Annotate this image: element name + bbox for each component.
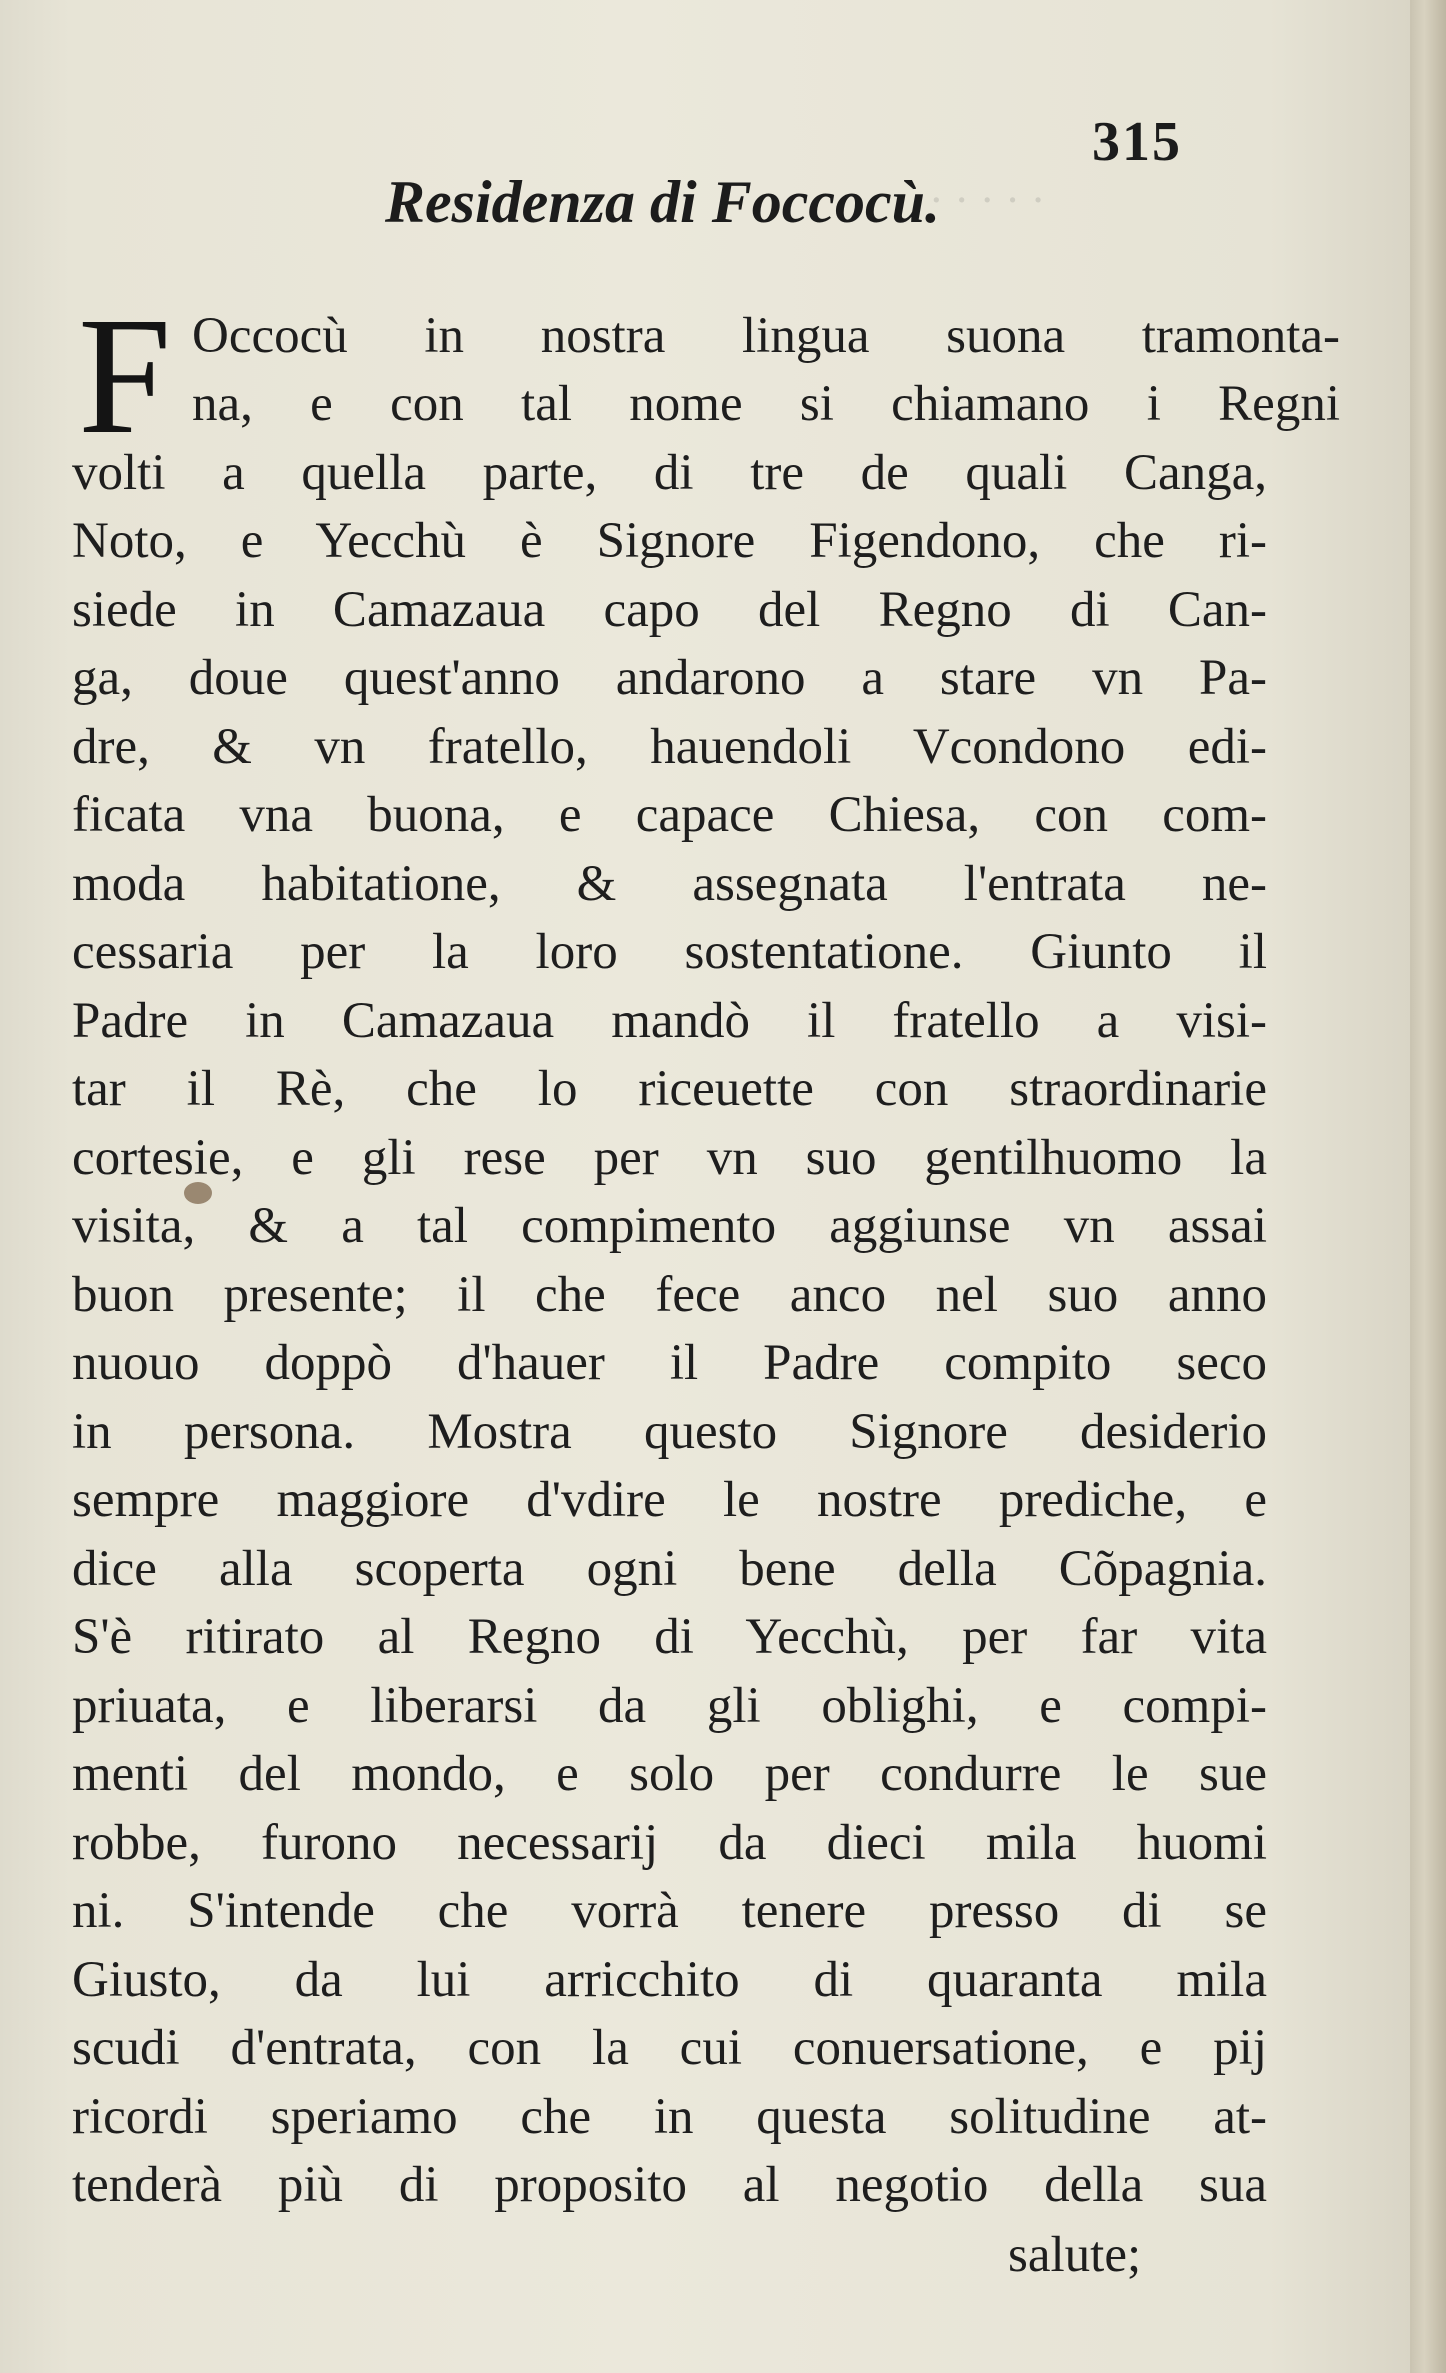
text-line: S'è ritirato al Regno di Yecchù, per far vita xyxy=(72,1609,1267,1665)
text-line: Giusto, da lui arricchito di quaranta mila xyxy=(72,1952,1267,2008)
text-line: volti a quella parte, di tre de quali Canga, xyxy=(72,445,1267,501)
text-line: menti del mondo, e solo per condurre le sue xyxy=(72,1746,1267,1802)
catchword: salute; xyxy=(1008,2227,1142,2283)
text-line: tenderà più di proposito al negotio della sua xyxy=(72,2157,1267,2213)
text-line: cessaria per la loro sostentatione. Giunto il xyxy=(72,924,1267,980)
text-line: visita, & a tal compimento aggiunse vn assai xyxy=(72,1198,1267,1254)
text-line: ga, doue quest'anno andarono a stare vn Pa- xyxy=(72,650,1267,706)
text-line: buon presente; il che fece anco nel suo anno xyxy=(72,1267,1267,1323)
text-line: scudi d'entrata, con la cui conuersatione, e pij xyxy=(72,2020,1267,2076)
text-line: Occocù in nostra lingua suona tramonta- xyxy=(192,308,1340,364)
text-line: cortesie, e gli rese per vn suo gentilhuomo la xyxy=(72,1130,1267,1186)
text-line: dice alla scoperta ogni bene della Cõpagnia. xyxy=(72,1541,1267,1597)
text-line: moda habitatione, & assegnata l'entrata ne- xyxy=(72,856,1267,912)
text-line: sempre maggiore d'vdire le nostre prediche, e xyxy=(72,1472,1267,1528)
page-number: 315 xyxy=(1092,111,1182,173)
text-line: nuouo doppò d'hauer il Padre compito seco xyxy=(72,1335,1267,1391)
text-line: tar il Rè, che lo riceuette con straordinarie xyxy=(72,1061,1267,1117)
text-line: ficata vna buona, e capace Chiesa, con com- xyxy=(72,787,1267,843)
text-line: Noto, e Yecchù è Signore Figendono, che ri- xyxy=(72,513,1267,569)
text-line: siede in Camazaua capo del Regno di Can- xyxy=(72,582,1267,638)
running-head: Residenza di Foccocù. xyxy=(385,169,940,235)
drop-cap: F xyxy=(78,283,172,469)
text-line: Padre in Camazaua mandò il fratello a visi- xyxy=(72,993,1267,1049)
text-line: dre, & vn fratello, hauendoli Vcondono edi- xyxy=(72,719,1267,775)
text-line: ni. S'intende che vorrà tenere presso di se xyxy=(72,1883,1267,1939)
text-line: robbe, furono necessarij da dieci mila huomi xyxy=(72,1815,1267,1871)
text-line: priuata, e liberarsi da gli oblighi, e compi- xyxy=(72,1678,1267,1734)
page-edge xyxy=(1410,0,1446,2373)
text-line: in persona. Mostra questo Signore desiderio xyxy=(72,1404,1267,1460)
bleed-through-text: · · · · · xyxy=(930,178,1045,224)
text-line: ricordi speriamo che in questa solitudine at- xyxy=(72,2089,1267,2145)
text-line: na, e con tal nome si chiamano i Regni xyxy=(192,376,1340,432)
